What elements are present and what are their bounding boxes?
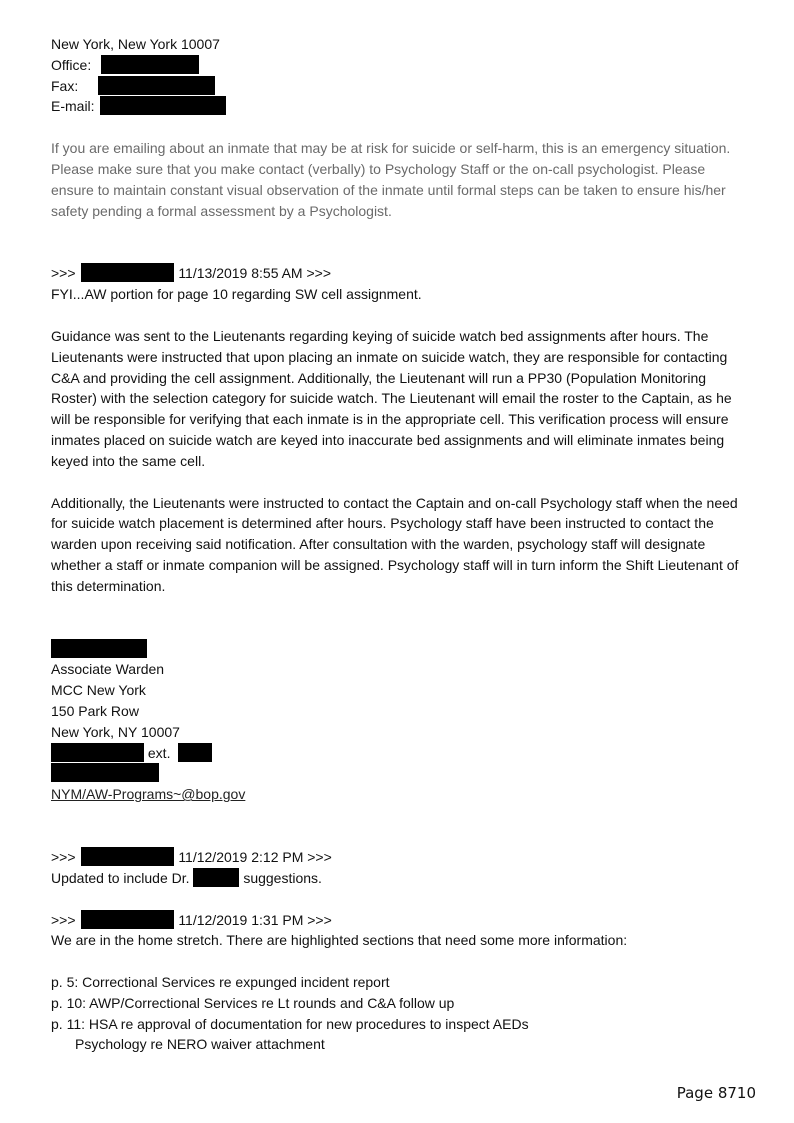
list-item: p. 10: AWP/Correctional Services re Lt rounds and C&A follow up xyxy=(51,994,455,1011)
signature-email-link[interactable] xyxy=(51,784,751,805)
ext-label: ext. xyxy=(147,744,171,761)
contact-email xyxy=(51,96,751,117)
quote-prefix: >>> xyxy=(51,911,76,928)
body-text: suggestions. xyxy=(243,869,322,886)
message-paragraph: Guidance was sent to the Lieutenants regarding keying of suicide watch bed assignments after hours. The Lieutenants were instructed that upon placing an inmate on suicide watch, they are responsible for contacting C&A and providing the cell assignment. Additionally, the Lieutenant will run a PP30 (Population Monitoring Roster) with the selection category for suicide watch. The Lieutenant will email the roster to the Captain, as he will be responsible for verifying that each inmate is in the appropriate cell. This verification process will ensure inmates placed on suicide watch are keyed into inaccurate bed assignments and will eliminate inmates being keyed into the same cell. xyxy=(51,327,732,469)
redaction-box xyxy=(81,263,174,282)
signature-name-redacted xyxy=(51,639,751,660)
redaction-box xyxy=(51,639,147,658)
message-paragraph: Additionally, the Lieutenants were instructed to contact the Captain and on-call Psychology staff when the need for suicide watch placement is determined after hours. Psychology staff have been instructed to contact the warden upon receiving said notification. After consultation with the warden, psychology staff will designate whether a staff or inmate companion will be assigned. Psychology staff will in turn inform the Shift Lieutenant of this determination. xyxy=(51,494,739,594)
email-label: E-mail: xyxy=(51,98,95,115)
message-header xyxy=(51,910,751,931)
body-text: Updated to include Dr. xyxy=(51,869,190,886)
message-body xyxy=(51,868,751,889)
signature-title: Associate Warden xyxy=(51,661,165,678)
message-timestamp: 11/12/2019 2:12 PM >>> xyxy=(178,848,332,865)
list-item: Psychology re NERO waiver attachment xyxy=(75,1036,325,1053)
redaction-box xyxy=(51,763,159,782)
signature-city: New York, NY 10007 xyxy=(51,723,180,740)
fax-label: Fax: xyxy=(51,77,79,94)
redaction-box xyxy=(178,743,212,762)
redaction-box xyxy=(101,55,199,74)
signature-org: MCC New York xyxy=(51,682,146,699)
message-timestamp: 11/13/2019 8:55 AM >>> xyxy=(178,265,332,282)
office-label: Office: xyxy=(51,56,92,73)
redaction-box xyxy=(100,96,226,115)
redaction-box xyxy=(193,868,239,887)
message-timestamp: 11/12/2019 1:31 PM >>> xyxy=(178,911,332,928)
contact-office xyxy=(51,55,751,76)
signature-redacted-line xyxy=(51,763,751,784)
contact-fax xyxy=(51,76,751,97)
message-subject: FYI...AW portion for page 10 regarding SW cell assignment. xyxy=(51,286,422,303)
redaction-box xyxy=(81,910,174,929)
signature-phone xyxy=(51,743,751,764)
redaction-box xyxy=(81,847,174,866)
contact-address: New York, New York 10007 xyxy=(51,36,220,52)
signature-street: 150 Park Row xyxy=(51,702,139,719)
message-header xyxy=(51,847,751,868)
list-item: p. 11: HSA re approval of documentation for new procedures to inspect AEDs xyxy=(51,1015,529,1032)
list-item: p. 5: Correctional Services re expunged incident report xyxy=(51,974,390,991)
message-intro: We are in the home stretch. There are highlighted sections that need some more information: xyxy=(51,932,628,949)
email-document xyxy=(51,34,751,1055)
page-number: Page 8710 xyxy=(676,1084,756,1102)
message-header xyxy=(51,263,751,284)
suicide-risk-disclaimer: If you are emailing about an inmate that may be at risk for suicide or self-harm, this is an emergency situation. Please make sure that you make contact (verbally) to Psychology Staff or the on-call psychologist. Please ensure to maintain constant visual observation of the inmate until formal steps can be taken to ensure his/her safety pending a formal assessment by a Psychologist. xyxy=(51,140,731,219)
quote-prefix: >>> xyxy=(51,848,76,865)
signature-email[interactable]: NYM/AW-Programs~@bop.gov xyxy=(51,786,246,803)
quote-prefix: >>> xyxy=(51,265,76,282)
redaction-box xyxy=(51,743,144,762)
redaction-box xyxy=(98,76,215,95)
